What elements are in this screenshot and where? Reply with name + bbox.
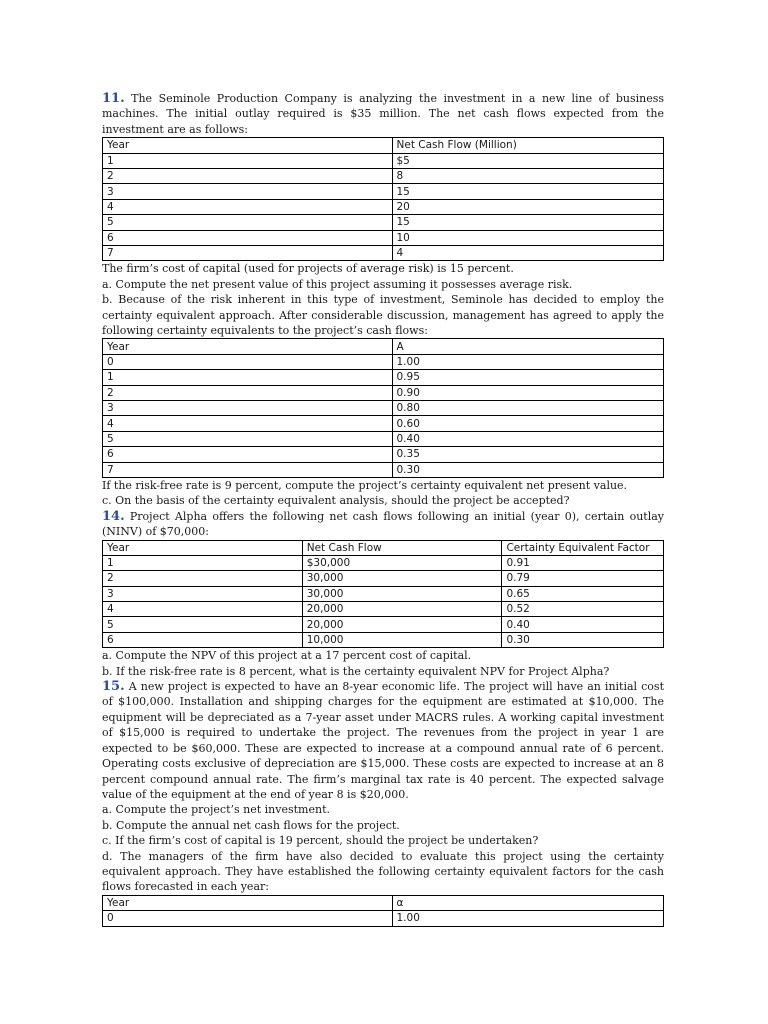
table-row <box>103 153 664 168</box>
table-cell: 15 <box>392 215 664 230</box>
table-cell: 8 <box>392 169 664 184</box>
table-row <box>103 586 664 601</box>
table-cell: 6 <box>103 447 393 462</box>
table-header-cell: A <box>392 339 664 354</box>
table-header-cell: Year <box>103 895 393 910</box>
table-cell: 0.30 <box>392 462 664 477</box>
table-cell: $5 <box>392 153 664 168</box>
q14-part-a: a. Compute the NPV of this project at a 17 percent cost of capital. <box>102 649 472 663</box>
q11-intro-text: The Seminole Production Company is analyzing the investment in a new line of business machines. The initial outlay required is $35 million. The net cash flows expected from the investment are as follows: <box>102 92 664 136</box>
table-cell: 1 <box>103 153 393 168</box>
table-cell: 30,000 <box>302 571 502 586</box>
table-cell: 0.95 <box>392 370 664 385</box>
table-row <box>103 385 664 400</box>
table-header-cell: Year <box>103 540 303 555</box>
table-cell: 4 <box>392 245 664 260</box>
table-row <box>103 184 664 199</box>
table-row <box>103 632 664 647</box>
q11-number: 11. <box>102 91 125 106</box>
q15-part-c: c. If the firm’s cost of capital is 19 percent, should the project be undertaken? <box>102 834 539 848</box>
table-cell: 0.65 <box>502 586 664 601</box>
q11-part-b: b. Because of the risk inherent in this type of investment, Seminole has decided to employ the certainty equivalent approach. After considerable discussion, management has agreed to apply the following certainty equivalents to the project’s cash flows: <box>102 293 664 337</box>
table-cell: 7 <box>103 245 393 260</box>
table-row <box>103 602 664 617</box>
q15-intro-text: A new project is expected to have an 8-year economic life. The project will have an initial cost of $100,000. Installation and shipping charges for the equipment are estimated at $10,000. The equipment will be depreciated as a 7-year asset under MACRS rules. A working capital investment of $15,000 is required to undertake the project. The revenues from the project in year 1 are expected to be $60,000. These are expected to increase at a compound annual rate of 6 percent. Operating costs exclusive of depreciation are $15,000. These costs are expected to increase at an 8 percent compound annual rate. The firm’s marginal tax rate is 40 percent. The expected salvage value of the equipment at the end of year 8 is $20,000. <box>102 680 664 801</box>
table-cell: 2 <box>103 169 393 184</box>
table-header-cell: α <box>392 895 664 910</box>
table-row <box>103 617 664 632</box>
q14-part-b: b. If the risk-free rate is 8 percent, what is the certainty equivalent NPV for Project Alpha? <box>102 664 610 678</box>
table-cell: 6 <box>103 230 393 245</box>
table-cell: 0.79 <box>502 571 664 586</box>
table-row <box>103 571 664 586</box>
table-cell: 1.00 <box>392 911 664 926</box>
table-row <box>103 431 664 446</box>
table-cell: 3 <box>103 400 393 415</box>
table-cell: 0.35 <box>392 447 664 462</box>
table-cell: 20 <box>392 199 664 214</box>
q15-part-a: a. Compute the project’s net investment. <box>102 803 330 817</box>
table-cell: 30,000 <box>302 586 502 601</box>
table-row <box>103 447 664 462</box>
table-header-cell: Year <box>103 138 393 153</box>
table-cell: 15 <box>392 184 664 199</box>
q14-project-alpha-table <box>102 540 664 649</box>
q14-intro-paragraph <box>102 509 664 540</box>
table-row <box>103 245 664 260</box>
table-cell: 20,000 <box>302 602 502 617</box>
table-cell: 0 <box>103 354 393 369</box>
q11-part-c: c. On the basis of the certainty equivalent analysis, should the project be accepted? <box>102 494 570 508</box>
table-row <box>103 400 664 415</box>
table-cell: 4 <box>103 199 393 214</box>
q15-part-b: b. Compute the annual net cash flows for the project. <box>102 818 400 832</box>
table-cell: 2 <box>103 571 303 586</box>
table-cell: 3 <box>103 586 303 601</box>
q15-number: 15. <box>102 679 125 695</box>
table-cell: 3 <box>103 184 393 199</box>
table-cell: 20,000 <box>302 617 502 632</box>
table-row <box>103 462 664 477</box>
table-header-cell: Net Cash Flow (Million) <box>392 138 664 153</box>
q11-risk-free-question: If the risk-free rate is 9 percent, compute the project’s certainty equivalent net present value. <box>102 478 628 492</box>
q11-cash-flow-table <box>102 137 664 261</box>
table-cell: $30,000 <box>302 555 502 570</box>
table-cell: 6 <box>103 632 303 647</box>
table-cell: 5 <box>103 617 303 632</box>
table-row <box>103 370 664 385</box>
table-cell: 5 <box>103 431 393 446</box>
table-row <box>103 215 664 230</box>
table-row <box>103 230 664 245</box>
table-row <box>103 416 664 431</box>
table-row <box>103 911 664 926</box>
q15-intro-paragraph <box>102 679 664 802</box>
table-header-cell: Certainty Equivalent Factor <box>502 540 664 555</box>
table-cell: 5 <box>103 215 393 230</box>
q11-intro-paragraph <box>102 91 664 137</box>
table-cell: 10,000 <box>302 632 502 647</box>
q15-part-d: d. The managers of the firm have also decided to evaluate this project using the certainty equivalent approach. They have established the following certainty equivalent factors for the cash flows forecasted in each year: <box>102 849 664 894</box>
table-cell: 1 <box>103 555 303 570</box>
table-row <box>103 169 664 184</box>
table-cell: 0.40 <box>502 617 664 632</box>
table-header-cell: Year <box>103 339 393 354</box>
table-cell: 0.30 <box>502 632 664 647</box>
table-cell: 7 <box>103 462 393 477</box>
table-header-row <box>103 895 664 910</box>
q11-certainty-equivalent-table <box>102 338 664 478</box>
table-header-row <box>103 540 664 555</box>
document-page <box>102 91 664 927</box>
table-header-row <box>103 138 664 153</box>
table-cell: 0.91 <box>502 555 664 570</box>
table-cell: 0.90 <box>392 385 664 400</box>
table-cell: 2 <box>103 385 393 400</box>
table-cell: 4 <box>103 602 303 617</box>
table-cell: 4 <box>103 416 393 431</box>
q14-number: 14. <box>102 508 125 524</box>
table-header-cell: Net Cash Flow <box>302 540 502 555</box>
q14-intro-text: Project Alpha offers the following net cash flows following an initial (year 0), certain outlay (NINV) of $70,000: <box>102 509 664 539</box>
table-header-row <box>103 339 664 354</box>
q11-cost-of-capital: The firm’s cost of capital (used for projects of average risk) is 15 percent. <box>102 262 514 276</box>
q15-certainty-factor-table <box>102 895 664 927</box>
table-cell: 1.00 <box>392 354 664 369</box>
table-cell: 0.80 <box>392 400 664 415</box>
table-cell: 0 <box>103 911 393 926</box>
table-cell: 0.52 <box>502 602 664 617</box>
table-cell: 0.40 <box>392 431 664 446</box>
table-row <box>103 199 664 214</box>
table-row <box>103 354 664 369</box>
table-cell: 0.60 <box>392 416 664 431</box>
table-row <box>103 555 664 570</box>
q11-part-a: a. Compute the net present value of this project assuming it possesses average risk. <box>102 277 573 291</box>
table-cell: 10 <box>392 230 664 245</box>
table-cell: 1 <box>103 370 393 385</box>
